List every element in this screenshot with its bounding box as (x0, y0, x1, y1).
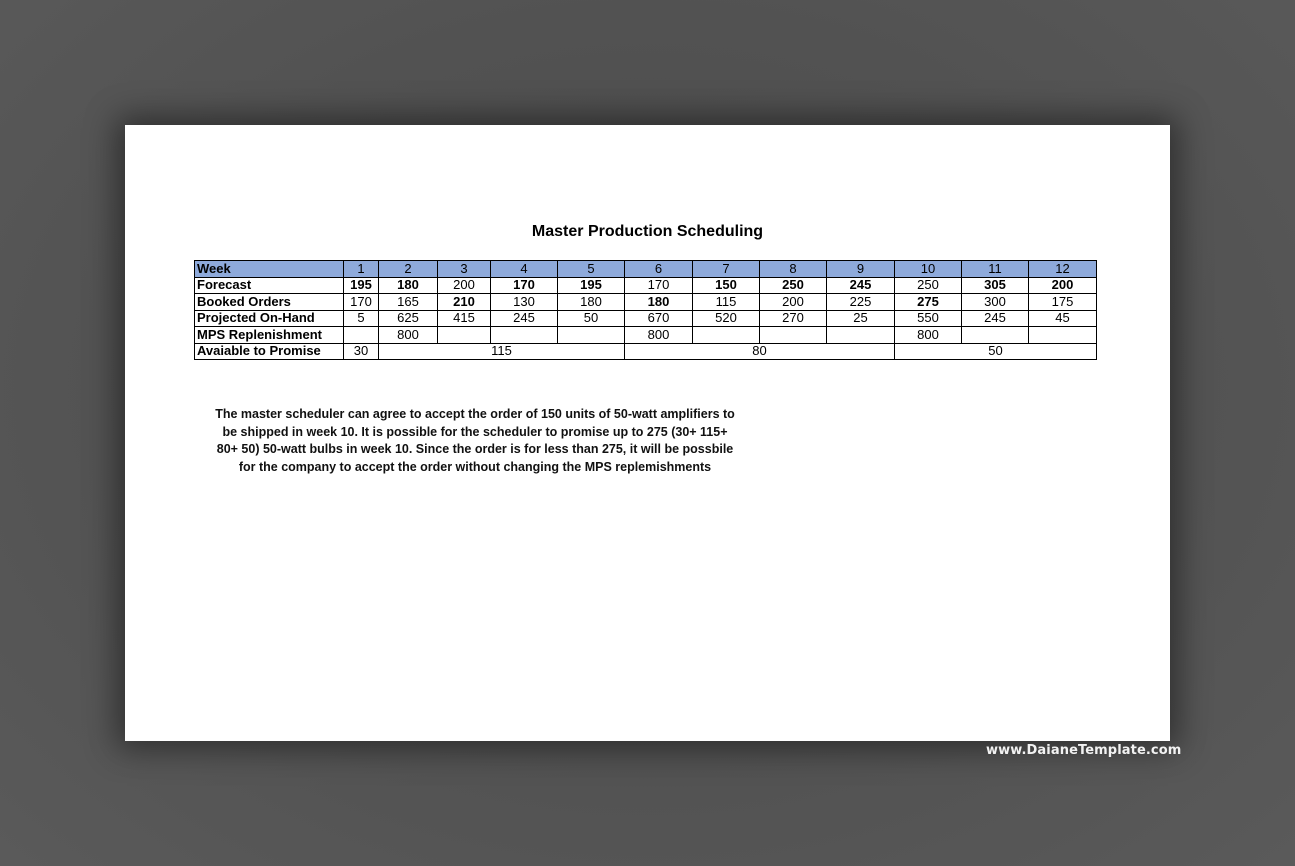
table-cell: 195 (344, 277, 379, 294)
table-cell: 300 (962, 294, 1029, 311)
note-line: The master scheduler can agree to accept the order of 150 units of 50-watt amplifiers to (215, 407, 735, 421)
note-line: 80+ 50) 50-watt bulbs in week 10. Since the order is for less than 275, it will be possbile (216, 442, 734, 456)
table-cell: 180 (558, 294, 625, 311)
table-cell: 170 (491, 277, 558, 294)
table-cell (491, 327, 558, 344)
table-cell (827, 327, 895, 344)
week-cell: 10 (895, 261, 962, 278)
table-cell: 520 (693, 310, 760, 327)
table-cell: 670 (625, 310, 693, 327)
table-cell: 175 (1029, 294, 1097, 311)
table-cell: 170 (625, 277, 693, 294)
row-label: Avaiable to Promise (195, 343, 344, 360)
table-cell: 245 (827, 277, 895, 294)
table-cell: 180 (379, 277, 438, 294)
document-sheet (125, 125, 1170, 741)
week-cell: 5 (558, 261, 625, 278)
week-cell: 3 (438, 261, 491, 278)
table-cell: 275 (895, 294, 962, 311)
table-cell (438, 327, 491, 344)
table-cell: 245 (962, 310, 1029, 327)
table-cell: 195 (558, 277, 625, 294)
week-cell: 12 (1029, 261, 1097, 278)
table-cell (558, 327, 625, 344)
mps-table (194, 260, 1097, 360)
week-cell: 4 (491, 261, 558, 278)
note-line: for the company to accept the order without changing the MPS replemishments (238, 459, 712, 474)
table-cell (344, 327, 379, 344)
table-cell: 200 (438, 277, 491, 294)
row-label: MPS Replenishment (195, 327, 344, 344)
table-cell (962, 327, 1029, 344)
table-cell (1029, 327, 1097, 344)
table-cell (693, 327, 760, 344)
table-cell: 50 (558, 310, 625, 327)
row-label: Forecast (195, 277, 344, 294)
table-cell (760, 327, 827, 344)
table-cell: 270 (760, 310, 827, 327)
table-cell: 45 (1029, 310, 1097, 327)
atp-cell: 50 (895, 343, 1097, 360)
table-cell: 800 (625, 327, 693, 344)
table-cell: 25 (827, 310, 895, 327)
header-label: Week (195, 261, 344, 278)
table-cell: 130 (491, 294, 558, 311)
table-cell: 165 (379, 294, 438, 311)
table-cell: 200 (1029, 277, 1097, 294)
table-header-row (195, 261, 1097, 278)
document-title (125, 223, 1170, 241)
week-cell: 7 (693, 261, 760, 278)
atp-cell: 115 (379, 343, 625, 360)
row-label: Booked Orders (195, 294, 344, 311)
table-cell: 5 (344, 310, 379, 327)
table-cell: 250 (895, 277, 962, 294)
table-cell: 800 (895, 327, 962, 344)
table-cell: 150 (693, 277, 760, 294)
explanation-note (195, 406, 755, 476)
row-label: Projected On-Hand (195, 310, 344, 327)
table-cell: 415 (438, 310, 491, 327)
atp-cell: 30 (344, 343, 379, 360)
table-cell: 625 (379, 310, 438, 327)
atp-cell: 80 (625, 343, 895, 360)
week-cell: 6 (625, 261, 693, 278)
note-line: be shipped in week 10. It is possible for the scheduler to promise up to 275 (30+ 115+ (222, 424, 728, 439)
week-cell: 11 (962, 261, 1029, 278)
table-row-booked-orders (195, 294, 1097, 311)
table-cell: 200 (760, 294, 827, 311)
week-cell: 8 (760, 261, 827, 278)
table-cell: 250 (760, 277, 827, 294)
table-row-mps-replenishment (195, 327, 1097, 344)
table-cell: 225 (827, 294, 895, 311)
table-row-forecast (195, 277, 1097, 294)
table-row-available-to-promise (195, 343, 1097, 360)
title-text: Master Production Scheduling (531, 223, 764, 240)
table-cell: 210 (438, 294, 491, 311)
table-cell: 245 (491, 310, 558, 327)
table-cell: 550 (895, 310, 962, 327)
table-row-projected-on-hand (195, 310, 1097, 327)
table-cell: 115 (693, 294, 760, 311)
table-cell: 305 (962, 277, 1029, 294)
table-cell: 180 (625, 294, 693, 311)
table-cell: 800 (379, 327, 438, 344)
week-cell: 9 (827, 261, 895, 278)
week-cell: 1 (344, 261, 379, 278)
table-cell: 170 (344, 294, 379, 311)
watermark-text: www.DaianeTemplate.com (986, 743, 1182, 758)
week-cell: 2 (379, 261, 438, 278)
